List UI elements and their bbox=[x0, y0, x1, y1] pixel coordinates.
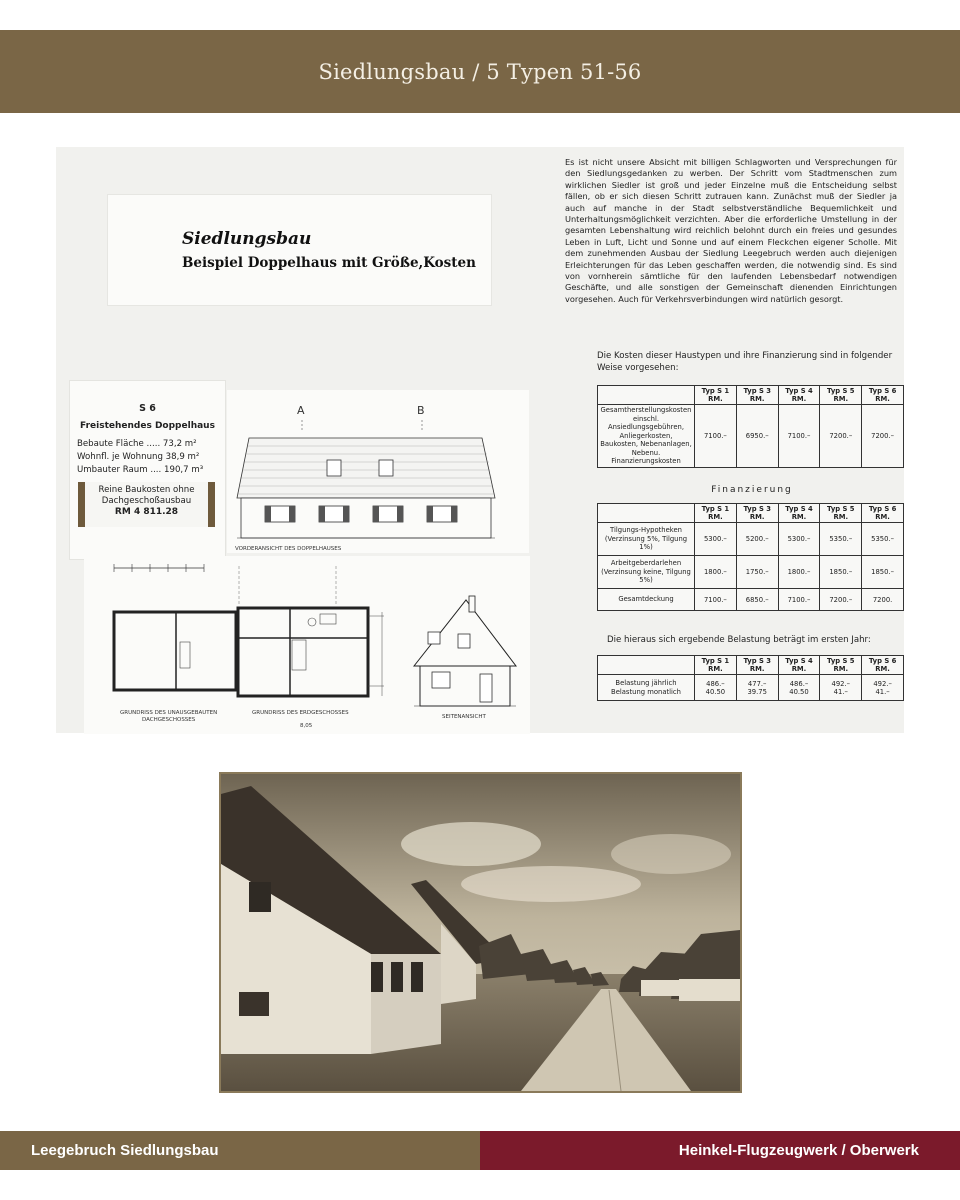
table-cell: 477.– 39.75 bbox=[736, 675, 778, 701]
label-a: A bbox=[297, 404, 305, 417]
page-title: Siedlungsbau / 5 Typen 51-56 bbox=[318, 59, 642, 84]
plan-caption-ground-floor: GRUNDRISS DES ERDGESCHOSSES bbox=[252, 710, 349, 716]
floor-plan-drawing bbox=[84, 556, 530, 734]
table-cell: 486.– 40.50 bbox=[695, 675, 737, 701]
table-cell: 1750.– bbox=[736, 556, 778, 589]
side-view-caption: SEITENANSICHT bbox=[442, 714, 486, 720]
table-cell: 5350.– bbox=[820, 523, 862, 556]
col-header: Typ S 4 RM. bbox=[778, 656, 820, 675]
settlement-street-photo bbox=[221, 774, 740, 1091]
col-header: Typ S 4 RM. bbox=[778, 386, 820, 405]
title-slip bbox=[108, 195, 491, 305]
table-cell: 7100.– bbox=[695, 405, 737, 468]
table-row bbox=[598, 589, 904, 611]
costs-table bbox=[597, 385, 904, 468]
front-elevation-drawing bbox=[227, 390, 529, 553]
col-header: Typ S 3 RM. bbox=[736, 504, 778, 523]
col-header: Typ S 4 RM. bbox=[778, 504, 820, 523]
table-cell: 7200.– bbox=[820, 405, 862, 468]
table-cell: 492.– 41.– bbox=[862, 675, 904, 701]
table-cell: 7200. bbox=[862, 589, 904, 611]
table-cell: 5200.– bbox=[736, 523, 778, 556]
slip-title: Siedlungsbau bbox=[182, 229, 312, 249]
info-row-living: Wohnfl. je Wohnung 38,9 m² bbox=[77, 452, 200, 462]
row-label: Arbeitgeberdarlehen (Verzinsung keine, Tilgung 5%) bbox=[598, 556, 695, 589]
col-header: Typ S 6 RM. bbox=[862, 386, 904, 405]
costs-intro: Die Kosten dieser Haustypen und ihre Finanzierung sind in folgender Weise vorgesehen: bbox=[597, 351, 893, 373]
table-cell: 5300.– bbox=[778, 523, 820, 556]
house-type-title: Freistehendes Doppelhaus bbox=[80, 421, 215, 431]
table-cell: 1800.– bbox=[778, 556, 820, 589]
table-cell: 5300.– bbox=[695, 523, 737, 556]
table-cell: 1800.– bbox=[695, 556, 737, 589]
table-cell: 1850.– bbox=[820, 556, 862, 589]
table-row bbox=[598, 556, 904, 589]
intro-paragraph: Es ist nicht unsere Absicht mit billigen Schlagworten und Versprechungen für den Siedlungsgedanken zu werben. Der Schritt vom Stadtmenschen zum wirklichen Siedler ist groß und jeder Einzelne muß die Entscheidung selbst fällen, ob er sich diesen Schritt zutrauen kann. Zunächst muß der Siedler ja auch auf manche in der Stadt selbstverständliche Bequemlichkeit und Unterhaltungsmöglichkeit verzichten. Aber die erforderliche Umstellung in der gesamten Lebenshaltung wird reichlich belohnt durch ein freies und gesundes Leben in Luft, Licht und Sonne und auf einem Fleckchen eigener Scholle. Mit dem zunehmenden Ausbau der Siedlung Leegebruch werden auch diejenigen Erleichterungen für das Leben geschaffen werden, die notwendig sind. Es sind von vornherein sämtliche für den laufenden Lebensbedarf notwendigen Geschäfte, und alle sonstigen der Gemeinschaft dienenden Einrichtungen vorgesehen. Auch für Verkehrsverbindungen wird natürlich gesorgt. bbox=[565, 157, 897, 304]
row-label: Belastung jährlich Belastung monatlich bbox=[598, 675, 695, 701]
plan-caption-left-line2: DACHGESCHOSSES bbox=[142, 717, 196, 723]
financing-heading: Finanzierung bbox=[711, 485, 793, 495]
label-b: B bbox=[417, 404, 425, 417]
table-cell: 1850.– bbox=[862, 556, 904, 589]
col-header: Typ S 6 RM. bbox=[862, 504, 904, 523]
col-header: Typ S 5 RM. bbox=[820, 504, 862, 523]
cost-box-amount: RM 4 811.28 bbox=[114, 507, 179, 517]
burden-intro: Die hieraus sich ergebende Belastung beträgt im ersten Jahr: bbox=[607, 635, 871, 645]
cost-box bbox=[78, 482, 215, 527]
col-header: Typ S 5 RM. bbox=[820, 656, 862, 675]
slip-subtitle: Beispiel Doppelhaus mit Größe,Kosten bbox=[182, 255, 476, 271]
col-header: Typ S 5 RM. bbox=[820, 386, 862, 405]
col-header: Typ S 1 RM. bbox=[695, 656, 737, 675]
burden-table bbox=[597, 655, 904, 701]
table-row bbox=[598, 523, 904, 556]
info-row-area: Bebaute Fläche ..... 73,2 m² bbox=[77, 439, 197, 449]
row-label: Gesamtdeckung bbox=[598, 589, 695, 611]
info-row-volume: Umbauter Raum .... 190,7 m³ bbox=[77, 465, 204, 475]
house-type-code: S 6 bbox=[139, 403, 156, 414]
table-cell: 486.– 40.50 bbox=[778, 675, 820, 701]
table-cell: 7100.– bbox=[695, 589, 737, 611]
table-cell: 7200.– bbox=[862, 405, 904, 468]
col-header: Typ S 6 RM. bbox=[862, 656, 904, 675]
table-cell: 7100.– bbox=[778, 589, 820, 611]
financing-table bbox=[597, 503, 904, 611]
table-row bbox=[598, 386, 904, 405]
row-label: Tilgungs-Hypotheken (Verzinsung 5%, Tilgung 1%) bbox=[598, 523, 695, 556]
plan-dimension: 8,05 bbox=[300, 723, 313, 729]
footer-right-label: Heinkel-Flugzeugwerk / Oberwerk bbox=[678, 1142, 919, 1159]
table-row bbox=[598, 405, 904, 468]
page-header bbox=[0, 30, 960, 113]
footer-left bbox=[0, 1131, 480, 1170]
col-header: Typ S 3 RM. bbox=[736, 386, 778, 405]
col-header: Typ S 1 RM. bbox=[695, 504, 737, 523]
settlement-photo-frame bbox=[219, 772, 742, 1093]
front-elevation-caption: VORDERANSICHT DES DOPPELHAUSES bbox=[235, 546, 342, 552]
table-cell: 6950.– bbox=[736, 405, 778, 468]
table-cell: 7100.– bbox=[778, 405, 820, 468]
table-row bbox=[598, 504, 904, 523]
house-info-card bbox=[70, 381, 225, 559]
col-header: Typ S 3 RM. bbox=[736, 656, 778, 675]
table-cell: 492.– 41.– bbox=[820, 675, 862, 701]
table-row bbox=[598, 656, 904, 675]
footer-left-label: Leegebruch Siedlungsbau bbox=[31, 1142, 219, 1159]
cost-box-line2: Dachgeschoßausbau bbox=[101, 496, 192, 506]
row-label: Gesamtherstellungskosten einschl. Ansiedlungsgebühren, Anliegerkosten, Baukosten, Nebenanlagen, Nebenu. Finanzierungskosten bbox=[598, 405, 695, 468]
table-row bbox=[598, 675, 904, 701]
plan-caption-left-line1: GRUNDRISS DES UNAUSGEBAUTEN bbox=[120, 710, 218, 716]
table-cell: 7200.– bbox=[820, 589, 862, 611]
table-cell: 6850.– bbox=[736, 589, 778, 611]
footer-right bbox=[480, 1131, 960, 1170]
col-header: Typ S 1 RM. bbox=[695, 386, 737, 405]
cost-box-line1: Reine Baukosten ohne bbox=[98, 485, 195, 495]
table-cell: 5350.– bbox=[862, 523, 904, 556]
